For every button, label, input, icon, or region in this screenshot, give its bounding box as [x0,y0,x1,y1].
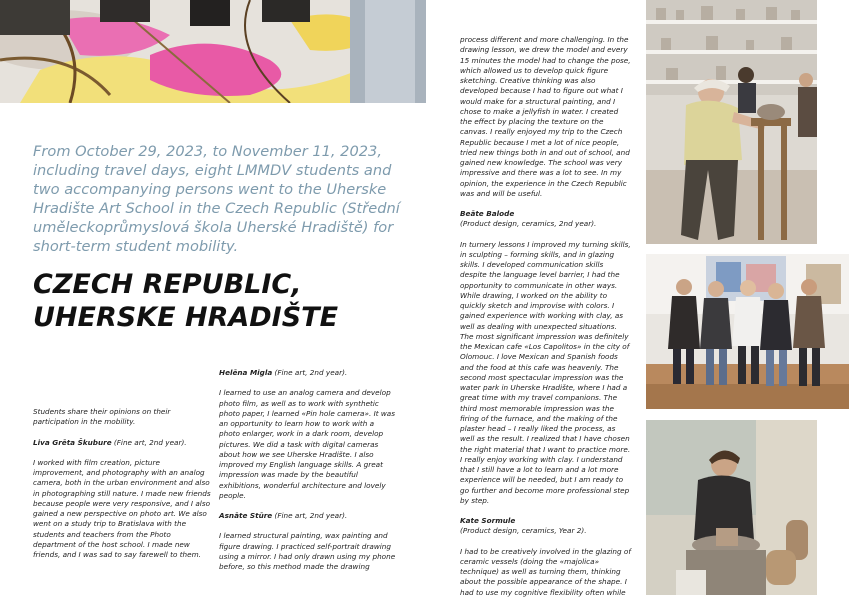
intro-paragraph: From October 29, 2023, to November 11, 2023, including travel days, eight LMMDV students and two accompanying persons went to the Uherske Hradište Art School in the Czech Republic (Střední uměleckoprůmyslová škola Uherské Hradiště) for short-term student mobility. [33,143,400,255]
student-role: (Product design, ceramics, 2nd year). [460,219,597,229]
student-heading [33,438,213,448]
student-group-photo [646,254,849,409]
title-line-2: UHERSKE HRADIŠTE [33,302,339,333]
pottery-wheel-photo [646,420,817,595]
student-name: Asnāte Stūre [219,511,273,520]
text-column-2 [219,368,397,582]
student-role: (Fine art, 2nd year). [272,511,348,520]
continued-testimony: process different and more challenging. In the drawing lesson, we drew the model and every 15 minutes the model had to change the pose, which allowed us to develop quick figure sketching. Creative thinking was also developed because I had to figure out what I would make for a structural painting, and I chose to make a jellyfish in water. I created the effect by placing the texture on the canvas. I really enjoyed my trip to the Czech Republic because I met a lot of nice people, tried new things both in and out of school, and gained new knowledge. The school was very impressive and there was a lot to see. In my opinion, the experience in the Czech Republic was and will be useful. [460,35,631,198]
student-name: Beāte Balode [460,209,515,218]
page-title [33,268,413,334]
student-role: (Fine art, 2nd year). [111,437,187,447]
student-heading [460,516,632,537]
student-heading [219,368,397,378]
student-heading [219,511,397,521]
student-role: (Fine art, 2nd year). [272,368,348,377]
painting-workshop-photo [0,0,426,103]
student-name: Helēna Migla [219,368,273,377]
text-column-1 [33,407,213,570]
student-testimony: I had to be creatively involved in the glazing of ceramic vessels (doing the «majolica» technique) as well as turning them, thinking about the possible appearance of the shape. I had to use my cognitive flexibility often while [460,546,631,597]
student-testimony: In turnery lessons I improved my turning skills, in sculpting – forming skills, and in glazing skills. I developed communication skills despite the language level barrier, I had the opportunity to communicate in other ways. While drawing, I worked on the ability to quickly sketch and improvise with colors. I gained experience with working with clay, as well as dealing with unexpected situations. The most significant impression was definitely the Mexican cafe «Los Capolitos» in the city of Olomouc. I love Mexican and Spanish foods and the food at this cafe was heavenly. The second most spectacular impression was the water park in Uherske Hradište, where I had a great time with my travel companions. The third most memorable impression was the firing of the furnace, and the making of the plaster head – I really liked the process, as well as the result. I realized that I have chosen the right material that I want to practice more. I really enjoy working with clay. I understand that I still have a lot to learn and a lot more experience will be needed, but I am ready to go further and become more professional step by step. [460,239,631,505]
student-testimony: I worked with film creation, picture improvement, and photography with an analog camera, both in the urban environment and also in photographing still nature. I made new friends because people were very responsive, and I also gained a new perspective on photo art. We also went on a study trip to Bratislava with the students and teachers from the Photo department of the host school. I made new friends, and I was sad to say farewell to them. [33,457,211,559]
student-testimony: I learned structural painting, wax painting and figure drawing. I practiced self-portrait drawing using a mirror. I had only drawn using my phone before, so this method made the drawing [219,531,396,571]
student-testimony: I learned to use an analog camera and develop photo film, as well as to work with synthetic photo paper, I learned «Pin hole camera». It was an opportunity to learn how to work with a photo enlarger, work in a dark room, develop pictures. We did a task with digital cameras about how we see Uherske Hradište. I also improved my English language skills. A great impression was made by the beautiful exhibitions, wonderful architecture and lovely people. [219,388,396,500]
student-name: Liva Grēta Škubure [33,437,112,447]
text-column-3 [460,35,632,608]
lead-text: Students share their opinions on their participation in the mobility. [33,407,171,427]
student-name: Kate Sormule [460,516,516,525]
student-heading [460,209,632,230]
student-role: (Product design, ceramics, Year 2). [460,526,587,536]
ceramics-studio-photo [646,0,817,244]
title-line-1: CZECH REPUBLIC, [33,269,302,300]
